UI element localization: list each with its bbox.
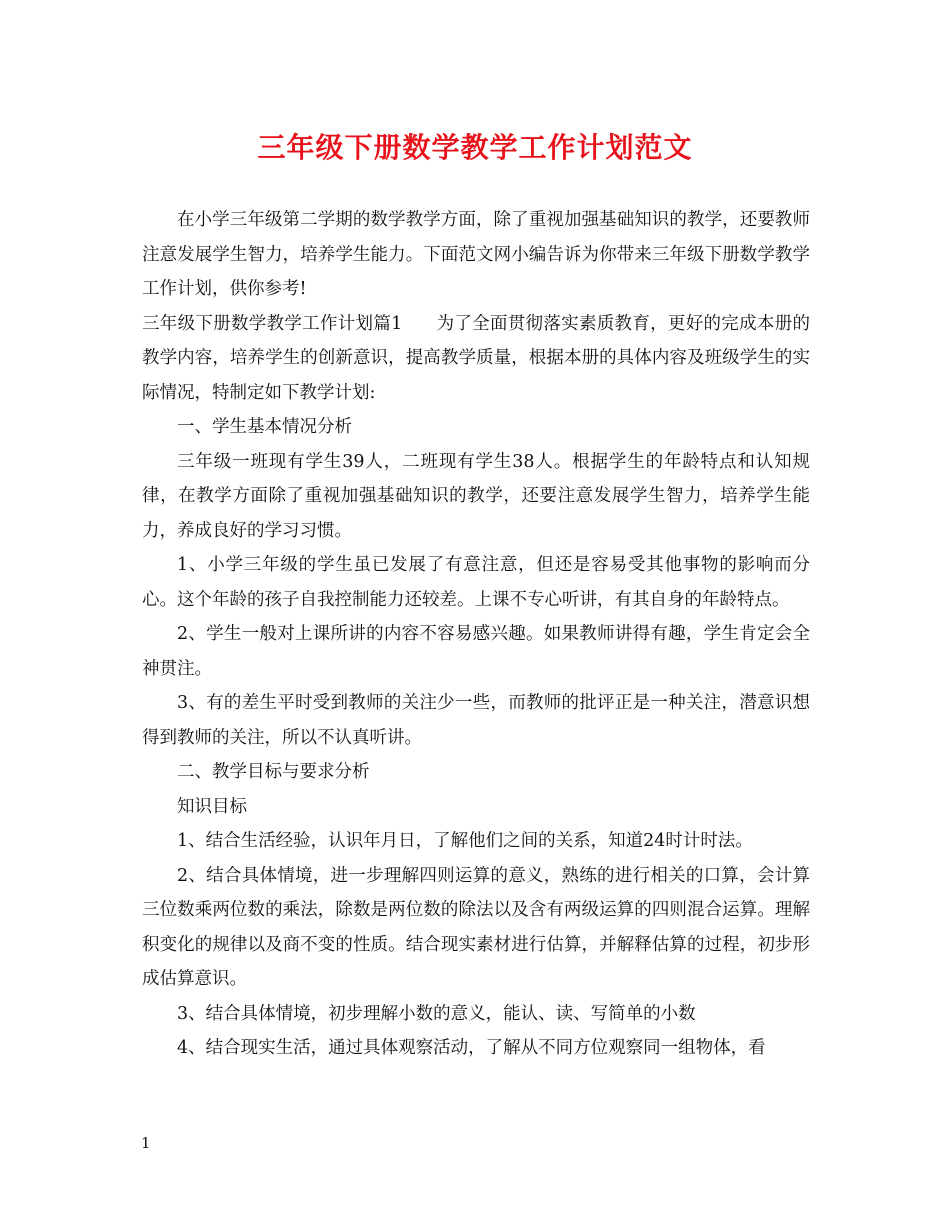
document-body <box>142 203 810 1066</box>
section1-item-1: 1、小学三年级的学生虽已发展了有意注意，但还是容易受其他事物的影响而分心。这个年龄的孩子自我控制能力还较差。上课不专心听讲，有其自身的年龄特点。 <box>142 555 810 610</box>
plan-paragraph <box>142 307 810 411</box>
goal-item-3: 3、结合具体情境，初步理解小数的意义，能认、读、写简单的小数 <box>177 1003 696 1024</box>
document-title: 三年级下册数学教学工作计划范文 <box>257 131 693 164</box>
goal-item-2: 2、结合具体情境，进一步理解四则运算的意义，熟练的进行相关的口算，会计算三位数乘两位数的乘法，除数是两位数的除法以及含有两级运算的四则混合运算。理解积变化的规律以及商不变的性质。结合现实素材进行估算，并解释估算的过程，初步形成估算意识。 <box>142 865 810 989</box>
section1-item-2: 2、学生一般对上课所讲的内容不容易感兴趣。如果教师讲得有趣，学生肯定会全神贯注。 <box>142 624 810 679</box>
goal-item-1: 1、结合生活经验，认识年月日，了解他们之间的关系，知道24时计时法。 <box>177 831 753 851</box>
section1-item-3: 3、有的差生平时受到教师的关注少一些，而教师的批评正是一种关注，潜意识想得到教师的关注，所以不认真听讲。 <box>142 693 810 748</box>
section2-heading: 二、教学目标与要求分析 <box>177 762 370 782</box>
plan-intro: 为了全面贯彻落实素质教育，更好的完成本册的教学内容，培养学生的创新意识，提高教学质量，根据本册的具体内容及班级学生的实际情况，特制定如下教学计划: <box>142 313 810 403</box>
section1-paragraph: 三年级一班现有学生39人，二班现有学生38人。根据学生的年龄特点和认知规律，在教学方面除了重视加强基础知识的教学，还要注意发展学生智力，培养学生能力，养成良好的学习习惯。 <box>142 451 810 541</box>
page-number: 1 <box>141 1134 151 1152</box>
intro-paragraph: 在小学三年级第二学期的数学教学方面，除了重视加强基础知识的教学，还要教师注意发展学生智力，培养学生能力。下面范文网小编告诉为你带来三年级下册数学教学工作计划，供你参考! <box>142 210 810 299</box>
goal-item-4: 4、结合现实生活，通过具体观察活动，了解从不同方位观察同一组物体，看 <box>177 1038 766 1058</box>
knowledge-heading: 知识目标 <box>177 796 247 817</box>
section1-heading: 一、学生基本情况分析 <box>177 417 352 437</box>
plan-heading: 三年级下册数学教学工作计划篇1 <box>142 313 403 334</box>
